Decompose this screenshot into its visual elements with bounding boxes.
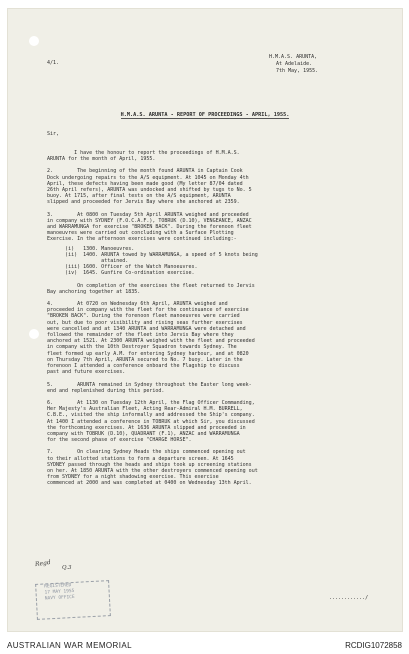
continuation-mark: ............/: [329, 595, 369, 601]
text-line: 7. On clearing Sydney Heads the ships commenced opening out: [47, 449, 246, 456]
text-line: (iii) 1600. Officer of the Watch Manoeuvres.: [47, 264, 198, 271]
document-page: [7, 8, 403, 632]
punch-hole: [29, 36, 39, 46]
text-line: Bay anchoring together at 1835.: [47, 288, 141, 295]
text-line: on Thursday 7th April, ARUNTA secured to No. 7 buoy. Later in the: [47, 356, 243, 363]
paragraph: [47, 400, 258, 443]
letter-date: 7th May, 1955.: [276, 68, 319, 74]
registry-stamp: REGISTERED 17 MAY 1955 NAVY OFFICE: [35, 580, 111, 620]
text-line: April, these defects having been made good (My letter 87/04 dated: [47, 180, 243, 187]
paragraph: [47, 301, 258, 375]
text-line: manoeuvres were carried out concluding with a Surface Plotting: [47, 230, 234, 237]
text-line: 6. At 1130 on Tuesday 12th April, the Flag Officer Commanding,: [47, 399, 255, 406]
paragraph: [47, 449, 258, 486]
text-line: At 1400 I attended a conference in TOBRUK at which Sir, you discussed: [47, 418, 255, 425]
handwritten-note: Regd: [34, 558, 52, 569]
report-title: H.M.A.S. ARUNTA - REPORT OF PROCEEDINGS - APRIL, 1955.: [120, 112, 290, 118]
text-line: On completion of the exercises the fleet returned to Jervis: [47, 282, 255, 289]
text-line: forenoon I attended a conference onboard the Flagship to discuss: [47, 363, 240, 370]
paragraph: [47, 168, 258, 205]
text-line: the forthcoming exercises. At 1636 ARUNTA slipped and proceeded in: [47, 424, 246, 431]
paragraph: [47, 212, 258, 243]
text-line: were cancelled and at 1340 ARUNTA and WARRAMUNGA were detached and: [47, 325, 246, 332]
text-line: 3. At 0800 on Tuesday 5th April ARUNTA weighed and proceeded: [47, 211, 249, 218]
text-line: (iv) 1645. Gunfire Co-ordination exercise.: [47, 270, 195, 277]
text-line: in company with the 10th Destroyer Squadron towards Sydney. The: [47, 344, 237, 351]
text-line: anchored at 1521. At 2300 ARUNTA weighed with the fleet and proceeded: [47, 338, 255, 345]
archive-footer: [0, 636, 409, 654]
text-line: followed the remainder of the fleet into Jervis Bay where they: [47, 332, 234, 339]
text-line: 5. ARUNTA remained in Sydney throughout the Easter long week-: [47, 381, 252, 388]
record-id: RCDIG1072858: [345, 641, 402, 650]
text-line: Exercise. In the afternoon exercises were continued including:-: [47, 236, 237, 243]
archive-name: AUSTRALIAN WAR MEMORIAL: [7, 641, 132, 650]
text-line: company with TOBRUK (D.10), QUADRANT (F.1), ANZAC and WARRAMUNGA: [47, 430, 240, 437]
text-line: end and replenished during this period.: [47, 387, 165, 394]
text-line: slipped and proceeded for Jervis Bay where she anchored at 2359.: [47, 199, 240, 206]
text-line: fleet formed up early A.M. for entering Sydney harbour, and at 0820: [47, 350, 249, 357]
paragraph: [47, 246, 258, 277]
text-line: for the second phase of exercise "CHARGE HORSE".: [47, 437, 192, 444]
text-line: "BROKEN BACK". During the forenoon fleet manoeuvres were carried: [47, 313, 240, 320]
ship-name: H.M.A.S. ARUNTA,: [269, 54, 318, 60]
handwritten-note: Q.3: [62, 565, 72, 571]
text-line: C.B.E., visited the ship informally and addressed the Ship's company.: [47, 412, 255, 419]
text-line: 26th April refers), ARUNTA was undocked and shifted by tugs to No. 5: [47, 187, 252, 194]
text-line: Dock undergoing repairs to the A/S equipment. At 1045 on Monday 4th: [47, 174, 249, 181]
paragraph: [47, 283, 258, 295]
paragraph: [47, 382, 258, 394]
text-line: 4. At 0720 on Wednesday 6th April, ARUNTA weighed and: [47, 301, 228, 308]
text-line: buoy. At 1715, after final tests on the A/S equipment, ARUNTA: [47, 193, 231, 200]
text-line: I have the honour to report the proceedings of H.M.A.S.: [47, 150, 240, 156]
text-line: in company with SYDNEY (F.O.C.A.F.), TOBRUK (D.10), VENGEANCE, ANZAC: [47, 217, 252, 224]
text-line: past and future exercises.: [47, 369, 126, 376]
report-body: [47, 144, 258, 487]
ship-location: At Adelaide.: [276, 61, 313, 67]
text-line: (i) 1300. Manoeuvres.: [47, 245, 135, 252]
text-line: out, but due to poor visibility and rising seas further exercises: [47, 319, 243, 326]
text-line: proceeded in company with the fleet for the continuance of exercise: [47, 307, 249, 314]
salutation: Sir,: [47, 131, 60, 137]
text-line: Her Majesty's Australian Fleet, Acting Rear-Admiral H.M. BURRELL,: [47, 406, 243, 413]
text-line: and WARRAMUNGA for exercise "BROKEN BACK". During the forenoon fleet: [47, 224, 252, 231]
text-line: on her. At 1850 ARUNTA with the other destroyers commenced opening out: [47, 467, 258, 474]
paragraph: [47, 150, 258, 162]
text-line: commenced at 2000 and was completed at 0400 on Wednesday 13th April.: [47, 480, 252, 487]
text-line: (ii) 1400. ARUNTA towed by WARRAMUNGA, a speed of 5 knots being: [47, 251, 258, 258]
text-line: 2. The beginning of the month found ARUNTA in Captain Cook: [47, 168, 243, 175]
punch-hole: [29, 329, 39, 339]
text-line: attained.: [47, 258, 129, 265]
text-line: from SYDNEY for a night shadowing exercise. This exercise: [47, 474, 219, 481]
text-line: to their allotted stations to form a departure screen. At 1645: [47, 455, 234, 462]
text-line: ARUNTA for the month of April, 1955.: [47, 156, 156, 163]
file-reference: 4/1.: [47, 60, 60, 66]
text-line: SYDNEY passed through the heads and ships took up screening stations: [47, 461, 252, 468]
